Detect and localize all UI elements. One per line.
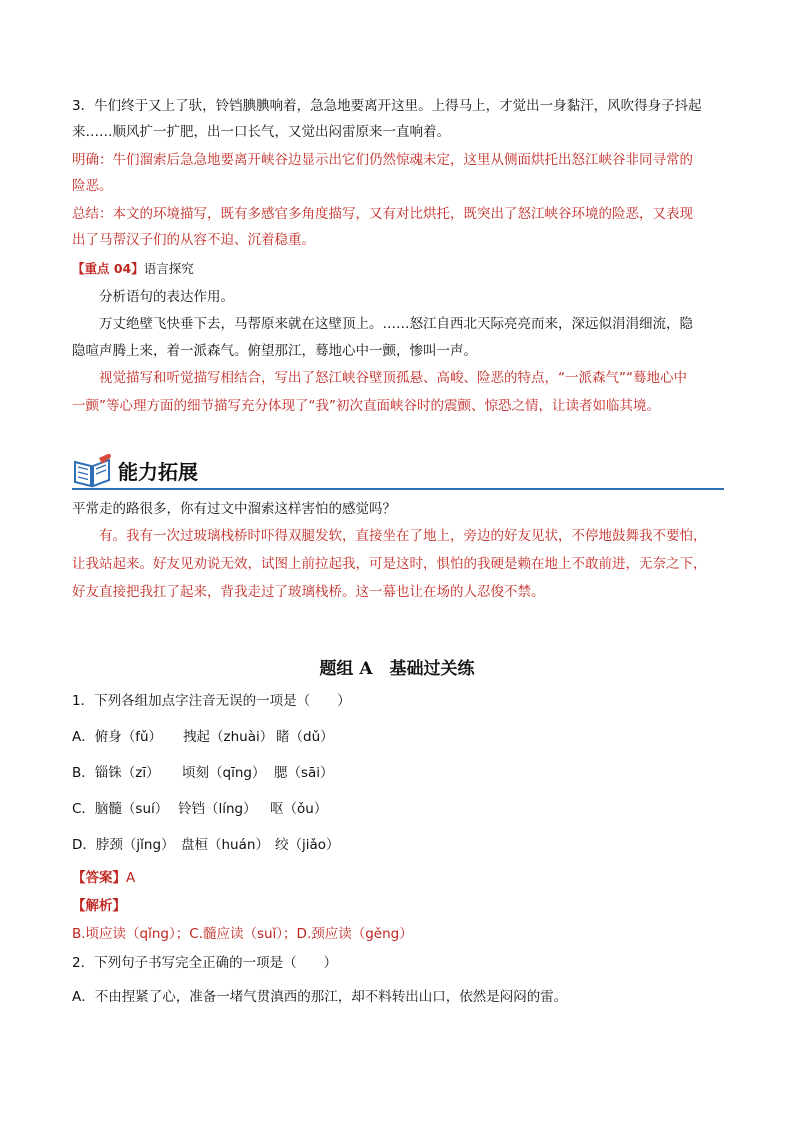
section-divider	[72, 488, 724, 490]
q1-answer	[72, 868, 135, 888]
book-icon	[72, 454, 112, 488]
q1-option-b-3: 腮（sāi）	[274, 765, 334, 781]
q2-option-a: A．不由捏紧了心，准备一堵气贯滇西的那江，却不料转出山口，依然是闷闷的雷。	[72, 989, 568, 1005]
q1-analysis-label: 【解析】	[72, 898, 126, 914]
mingque-line-1: 明确：牛们溜索后急急地要离开峡谷边显示出它们仍然惊魂未定，这里从侧面烘托出怒江峡谷非同寻常的	[72, 152, 693, 168]
keypoint-tag: 【重点 04】	[72, 261, 144, 276]
q3-line-2: 来……顺风扩一扩肥，出一口长气，又觉出闷雷原来一直响着。	[72, 124, 450, 140]
zongjie-line-2: 出了马帮汉子们的从容不迫、沉着稳重。	[72, 232, 315, 248]
q1-answer-value: A	[126, 870, 136, 886]
q2-stem: 2．下列句子书写完全正确的一项是（ ）	[72, 955, 338, 971]
q1-option-d-2: 盘桓（huán）	[181, 837, 269, 853]
keypoint-task: 分析语句的表达作用。	[99, 289, 234, 305]
extension-answer-line-2: 让我站起来。好友见劝说无效，试图上前拉起我，可是这时，惧怕的我硬是赖在地上不敢前进，无奈之下，	[72, 556, 707, 572]
extension-answer-line-3: 好友直接把我扛了起来，背我走过了玻璃栈桥。这一幕也让在场的人忍俊不禁。	[72, 584, 545, 600]
q1-option-c-3: 呕（ǒu）	[270, 801, 328, 817]
q1-option-a-2: 拽起（zhuài）	[183, 729, 274, 745]
q1-option-c-1: C．脑髓（suí）	[72, 801, 169, 817]
extension-question: 平常走的路很多，你有过文中溜索这样害怕的感觉吗？	[72, 501, 396, 517]
q1-option-d-1: D．脖颈（jǐng）	[72, 837, 175, 853]
extension-header	[72, 450, 724, 490]
q1-option-b-1: B．锱铢（zī）	[72, 765, 160, 781]
extension-title: 能力拓展	[118, 460, 198, 484]
q1-option-d-3: 绞（jiǎo）	[275, 837, 340, 853]
zongjie-line-1: 总结：本文的环境描写，既有多感官多角度描写，又有对比烘托，既突出了怒江峡谷环境的险恶，又表现	[72, 206, 693, 222]
q1-option-b-2: 顷刻（qīng）	[182, 765, 266, 781]
q1-option-a-1: A．俯身（fǔ）	[72, 729, 163, 745]
q1-option-a-3: 睹（dǔ）	[276, 729, 334, 745]
q1-analysis-text: B.顷应读（qǐng）；C.髓应读（suǐ）；D.颈应读（gěng）	[72, 926, 413, 942]
keypoint-answer-line-2: 一颤”等心理方面的细节描写充分体现了“我”初次直面峡谷时的震颤、惊恐之情，让读者如临其境。	[72, 398, 660, 414]
q1-option-c-2: 铃铛（líng）	[178, 801, 257, 817]
keypoint-answer-line-1: 视觉描写和听觉描写相结合，写出了怒江峡谷壁顶孤悬、高峻、险恶的特点，“一派森气”“蓦地心中	[99, 370, 687, 386]
keypoint-heading	[72, 259, 194, 279]
keypoint-quote-line-2: 隐喧声腾上来，着一派森气。俯望那江，蓦地心中一颤，惨叫一声。	[72, 343, 477, 359]
q1-answer-label: 【答案】	[72, 870, 126, 886]
mingque-line-2: 险恶。	[72, 178, 113, 194]
group-title: 题组 A 基础过关练	[319, 659, 475, 679]
q1-stem: 1．下列各组加点字注音无误的一项是（ ）	[72, 693, 351, 709]
extension-answer-line-1: 有。我有一次过玻璃栈桥时吓得双腿发软，直接坐在了地上，旁边的好友见状，不停地鼓舞我不要怕，	[99, 528, 707, 544]
keypoint-quote-line-1: 万丈绝壁飞快垂下去，马帮原来就在这壁顶上。……怒江自西北天际亮亮而来，深远似涓涓细流，隐	[99, 316, 693, 332]
q3-line-1: 3．牛们终于又上了驮，铃铛腆腆响着，急急地要离开这里。上得马上，才觉出一身黏汗，风吹得身子抖起	[72, 98, 702, 114]
keypoint-heading-text: 语言探究	[143, 261, 194, 276]
